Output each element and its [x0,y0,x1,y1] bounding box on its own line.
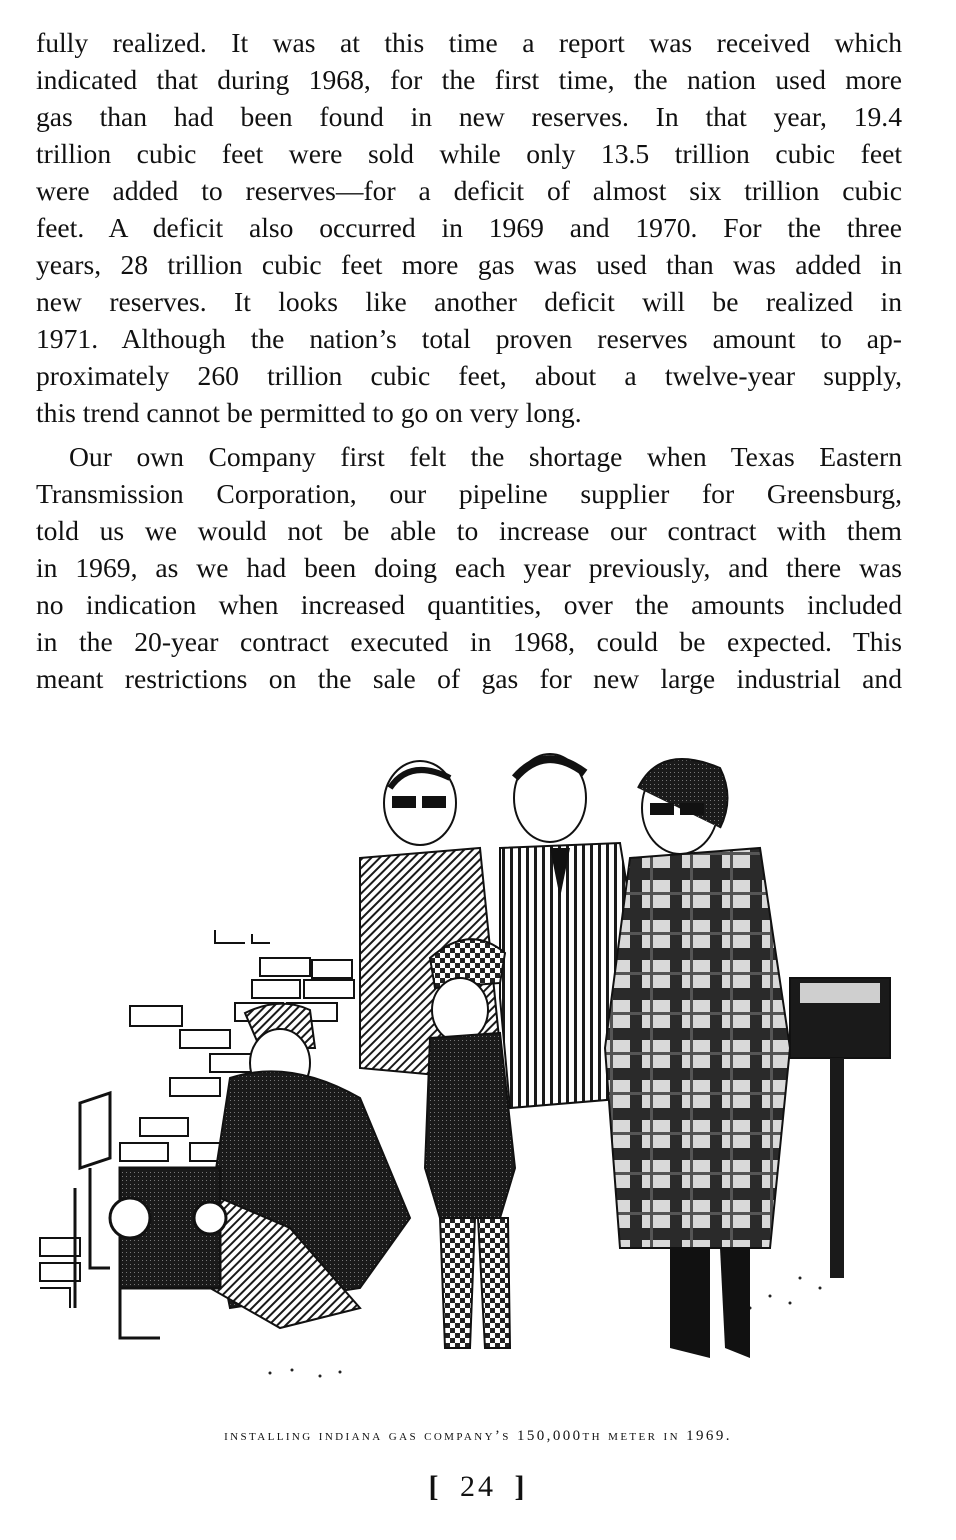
text-line: Our own Company first felt the shortage when Texas Eastern [69,441,902,472]
text-line: feet. A deficit also occurred in 1969 and 1970. For the three [36,212,902,243]
mailbox-post [790,978,890,1278]
text-line: no indication when increased quantities, over the amounts included [36,589,902,620]
text-line: fully realized. It was at this time a report was received which [36,27,902,58]
text-line: told us we would not be able to increase our contract with them [36,515,902,546]
page-number-right-bracket: ] [514,1470,528,1503]
page-number-left-bracket: [ [428,1470,442,1503]
text-line: new reserves. It looks like another deficit will be realized in [36,286,902,317]
text-line: gas than had been found in new reserves. In that year, 19.4 [36,101,902,132]
page-number-value: 24 [460,1470,496,1503]
text-line-last: this trend cannot be permitted to go on very long. [36,397,582,428]
text-line: indicated that during 1968, for the first time, the nation used more [36,64,902,95]
page-number [0,1470,956,1504]
text-line: meant restrictions on the sale of gas for new large industrial and [36,663,902,694]
text-line: in 1969, as we had been doing each year previously, and there was [36,552,902,583]
paragraph-1 [36,24,902,431]
text-line: trillion cubic feet were sold while only 13.5 trillion cubic feet [36,138,902,169]
text-line: proximately 260 trillion cubic feet, about a twelve-year supply, [36,360,902,391]
woman-plaid-coat [605,759,790,1358]
figure-caption: installing indiana gas company’s 150,000th meter in 1969. [224,1428,732,1444]
text-line: in the 20-year contract executed in 1968, could be expected. This [36,626,902,657]
text-line: 1971. Although the nation’s total proven reserves amount to ap- [36,323,902,354]
paragraph-2 [36,438,902,697]
body-text [36,24,902,697]
text-line: years, 28 trillion cubic feet more gas was used than was added in [36,249,902,280]
text-line: Transmission Corporation, our pipeline supplier for Greensburg, [36,478,902,509]
meter-installation-illustration [30,748,910,1408]
text-line: were added to reserves—for a deficit of almost six trillion cubic [36,175,902,206]
illustration-drawing [30,748,910,1408]
